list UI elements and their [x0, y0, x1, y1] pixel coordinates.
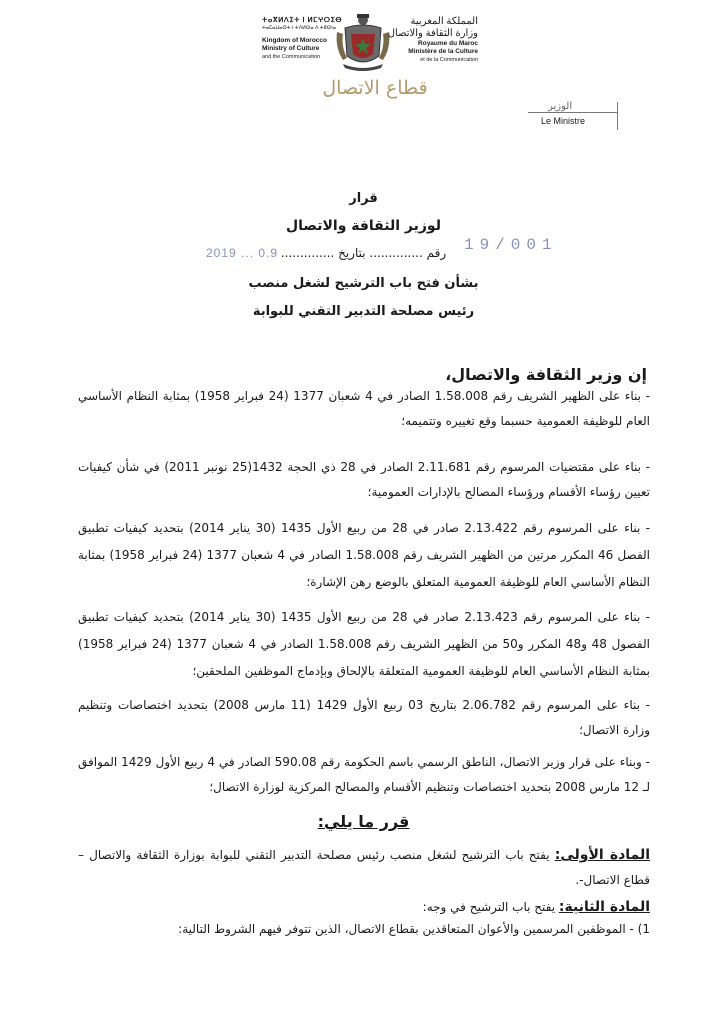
decree-subject-2: رئيس مصلحة التدبير التقني للبوابة: [252, 304, 475, 319]
tifinagh-line-2: ⵜⴰⵎⴰⵡⴰⵙⵜ ⵏ ⵜⴷⵍⵙⴰ ⴷ ⵜⵓⵙⵏⴰ: [262, 25, 336, 31]
recital-6: - وبناء على قرار وزير الاتصال، الناطق الرسمي باسم الحكومة رقم 590.08 الصادر في 4 ربيع الأول 1429 الموافق لـ 12 مارس 2008 بتحديد اختصاصات وتنظيم الأقسام والمصالح المركزية لوزارة الاتصال؛: [78, 755, 651, 794]
header-right-block: [387, 16, 478, 64]
recital-5: - بناء على المرسوم رقم 2.06.782 بتاريخ 03 ربيع الأول 1429 (11 مارس 2008) بتحديد اختصاصات وتنظيم وزارة الاتصال؛: [78, 698, 651, 737]
decision-heading: قرر ما يلي:: [317, 812, 410, 831]
minister-label-fr: Le Ministre: [541, 116, 586, 126]
recital-3: - بناء على المرسوم رقم 2.13.422 صادر في 28 من ربيع الأول 1435 (30 يناير 2014) بتحديد كيفيات تطبيق الفصل 46 المكرر مرتين من الظهير الشريف رقم 1.58.008 الصادر في 4 شعبان 1377 (24 فبراير 1958) بمثابة النظام الأساسي العام للوظيفة العمومية المتعلق بالوضع رهن الإشارة؛: [78, 521, 651, 589]
recital-4: - بناء على المرسوم رقم 2.13.423 صادر في 28 من ربيع الأول 1435 (30 يناير 2014) بتحديد كيفيات تطبيق الفصول 48 و48 المكرر و50 من الظهير الشريف رقم 1.58.008 الصادر في 4 شعبان 1377 (24 فبراير 1958) بمثابة النظام الأساسي العام للوظيفة العمومية المتعلقة بالإلحاق وبإدماج الموظفين الملحقين؛: [78, 610, 651, 678]
article-2: [78, 896, 650, 918]
header-left-block: [262, 16, 343, 61]
article-2-text: يفتح باب الترشيح في وجه:: [422, 900, 559, 914]
minister-label-ar: الوزير: [548, 101, 573, 112]
english-line-1: Kingdom of Morocco: [262, 37, 327, 44]
stamp-date: 2019 ... 0.9: [206, 246, 279, 260]
english-line-3: and the Communication: [262, 54, 321, 60]
sector-title: قطاع الاتصال: [322, 77, 428, 99]
recital-1: - بناء على الظهير الشريف رقم 1.58.008 الصادر في 4 شعبان 1377 (24 فبراير 1958) بمثابة النظام الأساسي العام للوظيفة العمومية حسبما وقع تغييره وتتميمه؛: [78, 389, 651, 428]
french-line-2: Ministère de la Culture: [408, 48, 478, 55]
article-2-label: المادة الثانية:: [558, 899, 650, 915]
french-line-3: et de la Communication: [420, 57, 478, 63]
arabic-line-1: المملكة المغربية: [410, 16, 478, 27]
article-1-text: يفتح باب الترشيح لشغل منصب رئيس مصلحة التدبير التقني للبوابة بوزارة الثقافة والاتصال –قطاع الاتصال-.: [78, 848, 650, 887]
minister-divider-v: [617, 102, 618, 130]
article-1-label: المادة الأولى:: [554, 847, 650, 863]
article-2-item-1: 1) - الموظفين المرسمين والأعوان المتعاقدين بقطاع الاتصال، الذين تتوفر فيهم الشروط التالية:: [178, 922, 650, 936]
decree-number-date: رقم .............. بتاريخ ..............: [280, 246, 447, 260]
english-line-2: Ministry of Culture: [262, 45, 320, 52]
preamble-heading: إن وزير الثقافة والاتصال،: [445, 365, 647, 384]
decree-word: قرار: [349, 191, 378, 206]
recital-2: - بناء على مقتضيات المرسوم رقم 2.11.681 الصادر في 28 ذي الحجة 1432(25 نونبر 2011) في شأن كيفيات تعيين رؤساء الأقسام ورؤساء المصالح بالإدارات العمومية؛: [78, 460, 650, 499]
minister-divider-h: [528, 112, 618, 113]
decree-subject-1: بشأن فتح باب الترشيح لشغل منصب: [248, 276, 479, 291]
stamp-number: 19/001: [464, 236, 558, 254]
arabic-line-2: وزارة الثقافة والاتصال: [387, 28, 478, 39]
decree-issuer: لوزير الثقافة والاتصال: [286, 218, 441, 234]
tifinagh-line-1: ⵜⴰⴳⵍⴷⵉⵜ ⵏ ⵍⵎⵖⵔⵉⴱ: [262, 17, 343, 24]
article-1: [78, 843, 650, 893]
coat-of-arms-icon: [333, 12, 393, 74]
french-line-1: Royaume du Maroc: [418, 40, 478, 47]
